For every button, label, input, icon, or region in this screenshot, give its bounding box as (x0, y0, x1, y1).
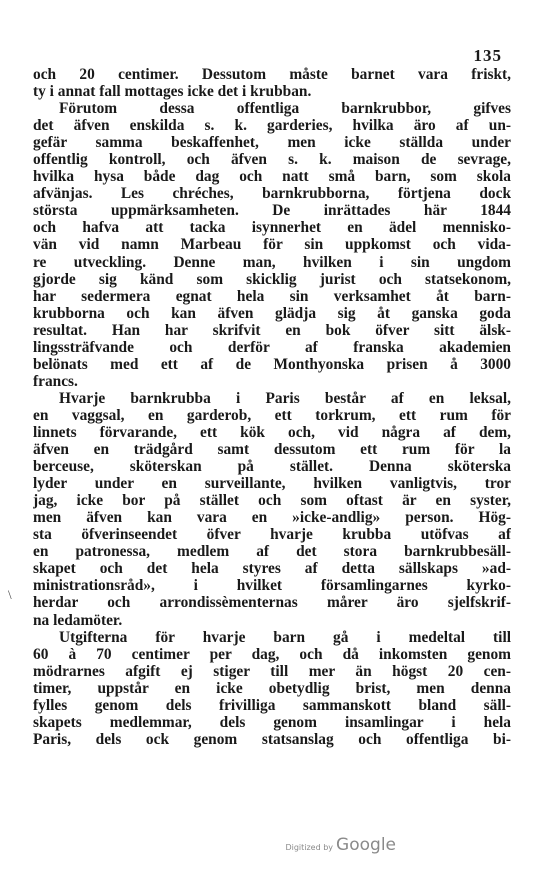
margin-mark: \ (8, 587, 12, 602)
text-line: har sedermera egnat hela sin verksamhet åt barn- (33, 287, 511, 305)
text-line: äfven en trädgård samt dessutom ett rum för la (33, 441, 511, 459)
text-line: belönats med ett af de Monthyonska prisen å 3000 (33, 355, 511, 373)
text-line: francs. (33, 372, 78, 390)
text-line: krubborna och kan äfven glädja sig åt ganska goda (33, 304, 511, 322)
digitized-watermark (285, 835, 396, 855)
text-line: en vaggsal, en garderob, ett torkrum, ett rum för (33, 406, 511, 424)
text-line: gefär samma beskaffenhet, men icke ställda under (33, 134, 511, 152)
page-number: 135 (473, 46, 502, 65)
text-line: lingssträfvande och derför af franska akademien (33, 338, 511, 356)
text-line: afvänjas. Les chréches, barnkrubborna, förtjena dock (33, 185, 511, 203)
text-line: men äfven kan vara en »icke-andlig» person. Hög- (33, 509, 511, 527)
text-line: sta öfverinseendet öfver hvarje krubba utöfvas af (33, 526, 511, 544)
text-line: Förutom dessa offentliga barnkrubbor, gifves (59, 100, 511, 118)
watermark-brand: Google (336, 835, 396, 855)
text-line: ty i annat fall mottages icke det i krubban. (33, 83, 312, 101)
text-line: och 20 centimer. Dessutom måste barnet vara friskt, (33, 66, 511, 83)
text-line: lyder under en surveillante, hvilken vanligtvis, tror (33, 475, 511, 493)
text-line: vän vid namn Marbeau för sin uppkomst och vida- (33, 236, 511, 254)
text-line: linnets förvarande, ett kök och, vid några af dem, (33, 423, 511, 441)
text-line: största uppmärksamheten. De inrättades här 1844 (33, 202, 511, 220)
text-line: berceuse, sköterskan på stället. Denna sköterska (33, 458, 511, 476)
text-line: och hafva att tacka isynnerhet en ädel mennisko- (33, 219, 511, 237)
text-line: timer, uppstår en icke obetydlig brist, men denna (33, 679, 511, 697)
text-line: gjorde sig känd som skicklig jurist och statsekonom, (33, 270, 511, 288)
text-line: ministrationsråd», i hvilket församlingarnes kyrko- (33, 577, 511, 595)
text-line: skapets medlemmar, dels genom insamlingar i hela (33, 713, 511, 731)
watermark-prefix: Digitized by (285, 843, 334, 852)
text-line: re utveckling. Denne man, hvilken i sin ungdom (33, 253, 511, 271)
text-line: jag, icke bor på stället och som oftast är en syster, (33, 492, 511, 510)
text-line: Paris, dels ock genom statsanslag och offentliga bi- (33, 730, 511, 748)
body-text (33, 66, 511, 748)
text-line: Utgifterna för hvarje barn gå i medeltal till (59, 628, 511, 646)
text-line: mödrarnes afgift ej stiger till mer än högst 20 cen- (33, 662, 511, 680)
text-line: herdar och arrondissèmenternas mårer äro sjelfskrif- (33, 594, 511, 612)
text-line: na ledamöter. (33, 611, 123, 629)
text-line: hvilka hysa både dag och natt små barn, som skola (33, 168, 511, 186)
text-line: en patronessa, medlem af det stora barnkrubbesäll- (33, 543, 511, 561)
text-line: fylles genom dels frivilliga sammanskott bland säll- (33, 696, 511, 714)
text-line: 60 à 70 centimer per dag, och då inkomsten genom (33, 645, 511, 663)
text-line: Hvarje barnkrubba i Paris består af en leksal, (59, 389, 511, 407)
text-line: offentlig kontroll, och äfven s. k. maison de sevrage, (33, 151, 511, 169)
text-line: skapet och det hela styres af detta sällskaps »ad- (33, 560, 511, 578)
text-line: resultat. Han har skrifvit en bok öfver sitt älsk- (33, 321, 511, 339)
text-line: det äfven enskilda s. k. garderies, hvilka äro af un- (33, 117, 511, 135)
